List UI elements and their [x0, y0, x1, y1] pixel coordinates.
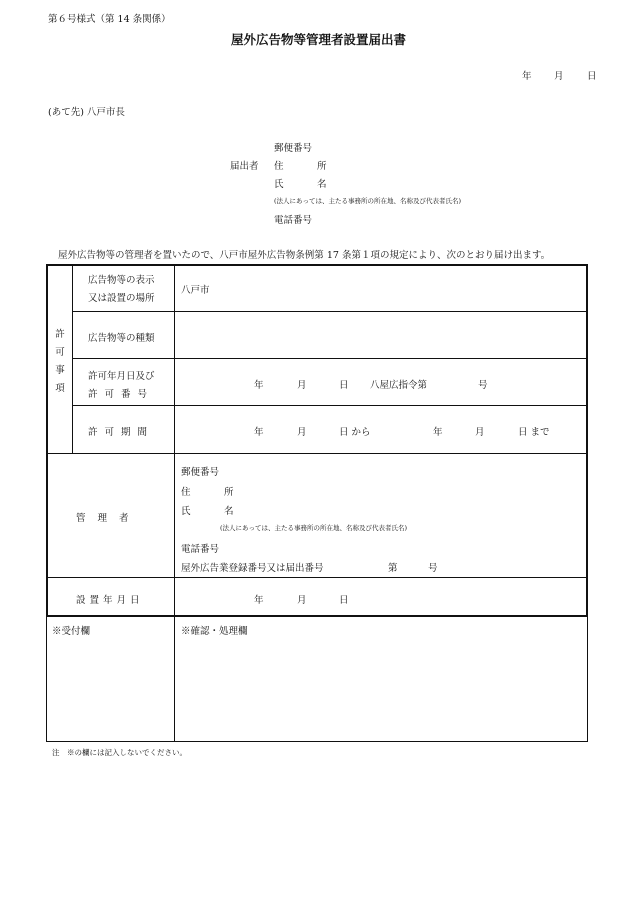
applicant-name-label: 氏 名 — [274, 179, 339, 190]
table-divider — [72, 311, 588, 312]
office-use-table — [46, 616, 588, 742]
table-divider — [174, 265, 175, 616]
permit-date-label-1: 許可年月日及び — [88, 371, 155, 382]
permit-day-label: 日 — [339, 380, 349, 391]
applicant-address-label: 住 所 — [274, 161, 339, 172]
date-month-label: 月 — [554, 71, 564, 82]
footnote: 注 ※の欄には記入しないでください。 — [52, 748, 187, 757]
processing-label: ※確認・処理欄 — [181, 626, 248, 637]
form-number: 第６号様式（第 14 条関係） — [48, 14, 171, 25]
location-label-1: 広告物等の表示 — [88, 275, 155, 286]
document-title: 屋外広告物等管理者設置届出書 — [231, 32, 407, 47]
install-year-label: 年 — [254, 595, 264, 606]
type-label: 広告物等の種類 — [88, 333, 155, 344]
period-to-month: 月 — [475, 427, 485, 438]
applicant-corporate-note: (法人にあっては、主たる事務所の所在地、名称及び代表者氏名) — [274, 197, 462, 205]
permit-date-label-2: 許可番号 — [88, 389, 155, 400]
location-label-2: 又は設置の場所 — [88, 293, 155, 304]
manager-label: 管理者 — [76, 513, 141, 524]
permit-number-prefix: 八屋広指令第 — [370, 380, 428, 391]
period-from-month: 月 — [297, 427, 307, 438]
manager-postal-label: 郵便番号 — [181, 467, 220, 478]
manager-corporate-note: (法人にあっては、主たる事務所の所在地、名称及び代表者氏名) — [220, 524, 408, 532]
table-divider — [72, 405, 588, 406]
permit-number-suffix: 号 — [478, 380, 488, 391]
table-divider — [46, 453, 588, 454]
install-date-label: 設置年月日 — [76, 595, 144, 606]
applicant-phone-label: 電話番号 — [274, 215, 313, 226]
manager-registration-suffix: 号 — [428, 563, 438, 574]
permit-group-label: 許 可 事 項 — [55, 329, 65, 394]
period-from-day: 日 から — [339, 427, 371, 438]
period-from-year: 年 — [254, 427, 264, 438]
intro-text: 屋外広告物等の管理者を置いたので、八戸市屋外広告物条例第 17 条第１項の規定により、次のとおり届け出ます。 — [58, 250, 551, 261]
manager-address-label: 住 所 — [181, 487, 246, 498]
table-divider — [72, 265, 73, 453]
permit-month-label: 月 — [297, 380, 307, 391]
manager-registration-prefix: 第 — [388, 563, 398, 574]
table-divider — [46, 577, 588, 578]
manager-name-label: 氏 名 — [181, 506, 246, 517]
period-to-day: 日 まで — [518, 427, 550, 438]
date-day-label: 日 — [587, 71, 597, 82]
table-divider — [174, 616, 175, 742]
addressee: (あて先) 八戸市長 — [48, 107, 125, 118]
manager-registration-label: 屋外広告業登録番号又は届出番号 — [181, 563, 324, 574]
applicant-postal-label: 郵便番号 — [274, 143, 313, 154]
date-year-label: 年 — [522, 71, 532, 82]
manager-phone-label: 電話番号 — [181, 544, 220, 555]
install-day-label: 日 — [339, 595, 349, 606]
period-to-year: 年 — [433, 427, 443, 438]
period-label: 許可期間 — [88, 427, 155, 438]
install-month-label: 月 — [297, 595, 307, 606]
permit-year-label: 年 — [254, 380, 264, 391]
location-value: 八戸市 — [181, 285, 210, 296]
applicant-label: 届出者 — [230, 161, 259, 172]
reception-label: ※受付欄 — [52, 626, 91, 637]
table-divider — [72, 358, 588, 359]
